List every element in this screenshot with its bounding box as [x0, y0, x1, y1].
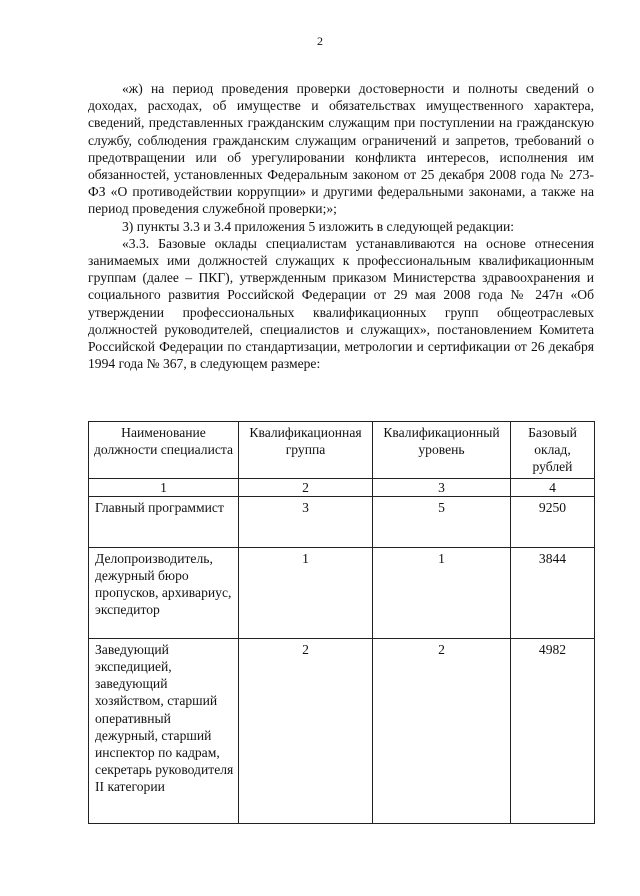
table-row — [89, 496, 595, 547]
table-row — [89, 547, 595, 638]
salary-table — [88, 421, 595, 824]
row-base-salary: 3844 — [511, 547, 595, 638]
header-position-name: Наименование должности специалиста — [89, 422, 239, 479]
table-header-row — [89, 422, 595, 479]
paragraph-subclause-zh: «ж) на период проведения проверки достоверности и полноты сведений о доходах, расходах, об имуществе и обязательствах имущественного характера, сведений, представленных гражданским служащим при поступлении на гражданскую службу, соблюдения гражданским служащим ограничений и запретов, требований о предотвращении или об урегулировании конфликта интересов, исполнения им обязанностей, установленных Федеральным законом от 25 декабря 2008 года № 273-ФЗ «О противодействии коррупции» и другими федеральными законами, а также на период проведения служебной проверки;»; — [88, 81, 594, 217]
row-qualification-level: 1 — [373, 547, 511, 638]
row-position-name: Главный программист — [89, 496, 239, 547]
row-position-name: Заведующий экспедицией, заведующий хозяйством, старший оперативный дежурный, старший инспектор по кадрам, секретарь руководителя II категории — [89, 638, 239, 823]
column-number-2: 2 — [239, 478, 373, 496]
column-number-3: 3 — [373, 478, 511, 496]
table-column-number-row — [89, 478, 595, 496]
row-position-name: Делопроизводитель, дежурный бюро пропусков, архивариус, экспедитор — [89, 547, 239, 638]
column-number-1: 1 — [89, 478, 239, 496]
column-number-4: 4 — [511, 478, 595, 496]
table-row — [89, 638, 595, 823]
row-qualification-group: 2 — [239, 638, 373, 823]
row-qualification-level: 2 — [373, 638, 511, 823]
row-base-salary: 4982 — [511, 638, 595, 823]
header-qualification-level: Квалификационный уровень — [373, 422, 511, 479]
header-base-salary: Базовый оклад, рублей — [511, 422, 595, 479]
row-qualification-group: 1 — [239, 547, 373, 638]
row-base-salary: 9250 — [511, 496, 595, 547]
paragraph-item-3: 3) пункты 3.3 и 3.4 приложения 5 изложить в следующей редакции: — [122, 218, 515, 234]
paragraph-clause-3-3: «3.3. Базовые оклады специалистам устанавливаются на основе отнесения занимаемых ими должностей служащих к профессиональным квалификационным группам (далее – ПКГ), утвержденным приказом Министерства здравоохранения и социального развития Российской Федерации от 29 мая 2008 года № 247н «Об утверждении профессиональных квалификационных групп общеотраслевых должностей руководителей, специалистов и служащих», постановлением Комитета Российской Федерации по стандартизации, метрологии и сертификации от 26 декабря 1994 года № 367, в следующем размере: — [88, 235, 594, 372]
row-qualification-level: 5 — [373, 496, 511, 547]
page-number: 2 — [317, 34, 323, 48]
header-qualification-group: Квалификационная группа — [239, 422, 373, 479]
document-body — [88, 80, 594, 372]
row-qualification-group: 3 — [239, 496, 373, 547]
